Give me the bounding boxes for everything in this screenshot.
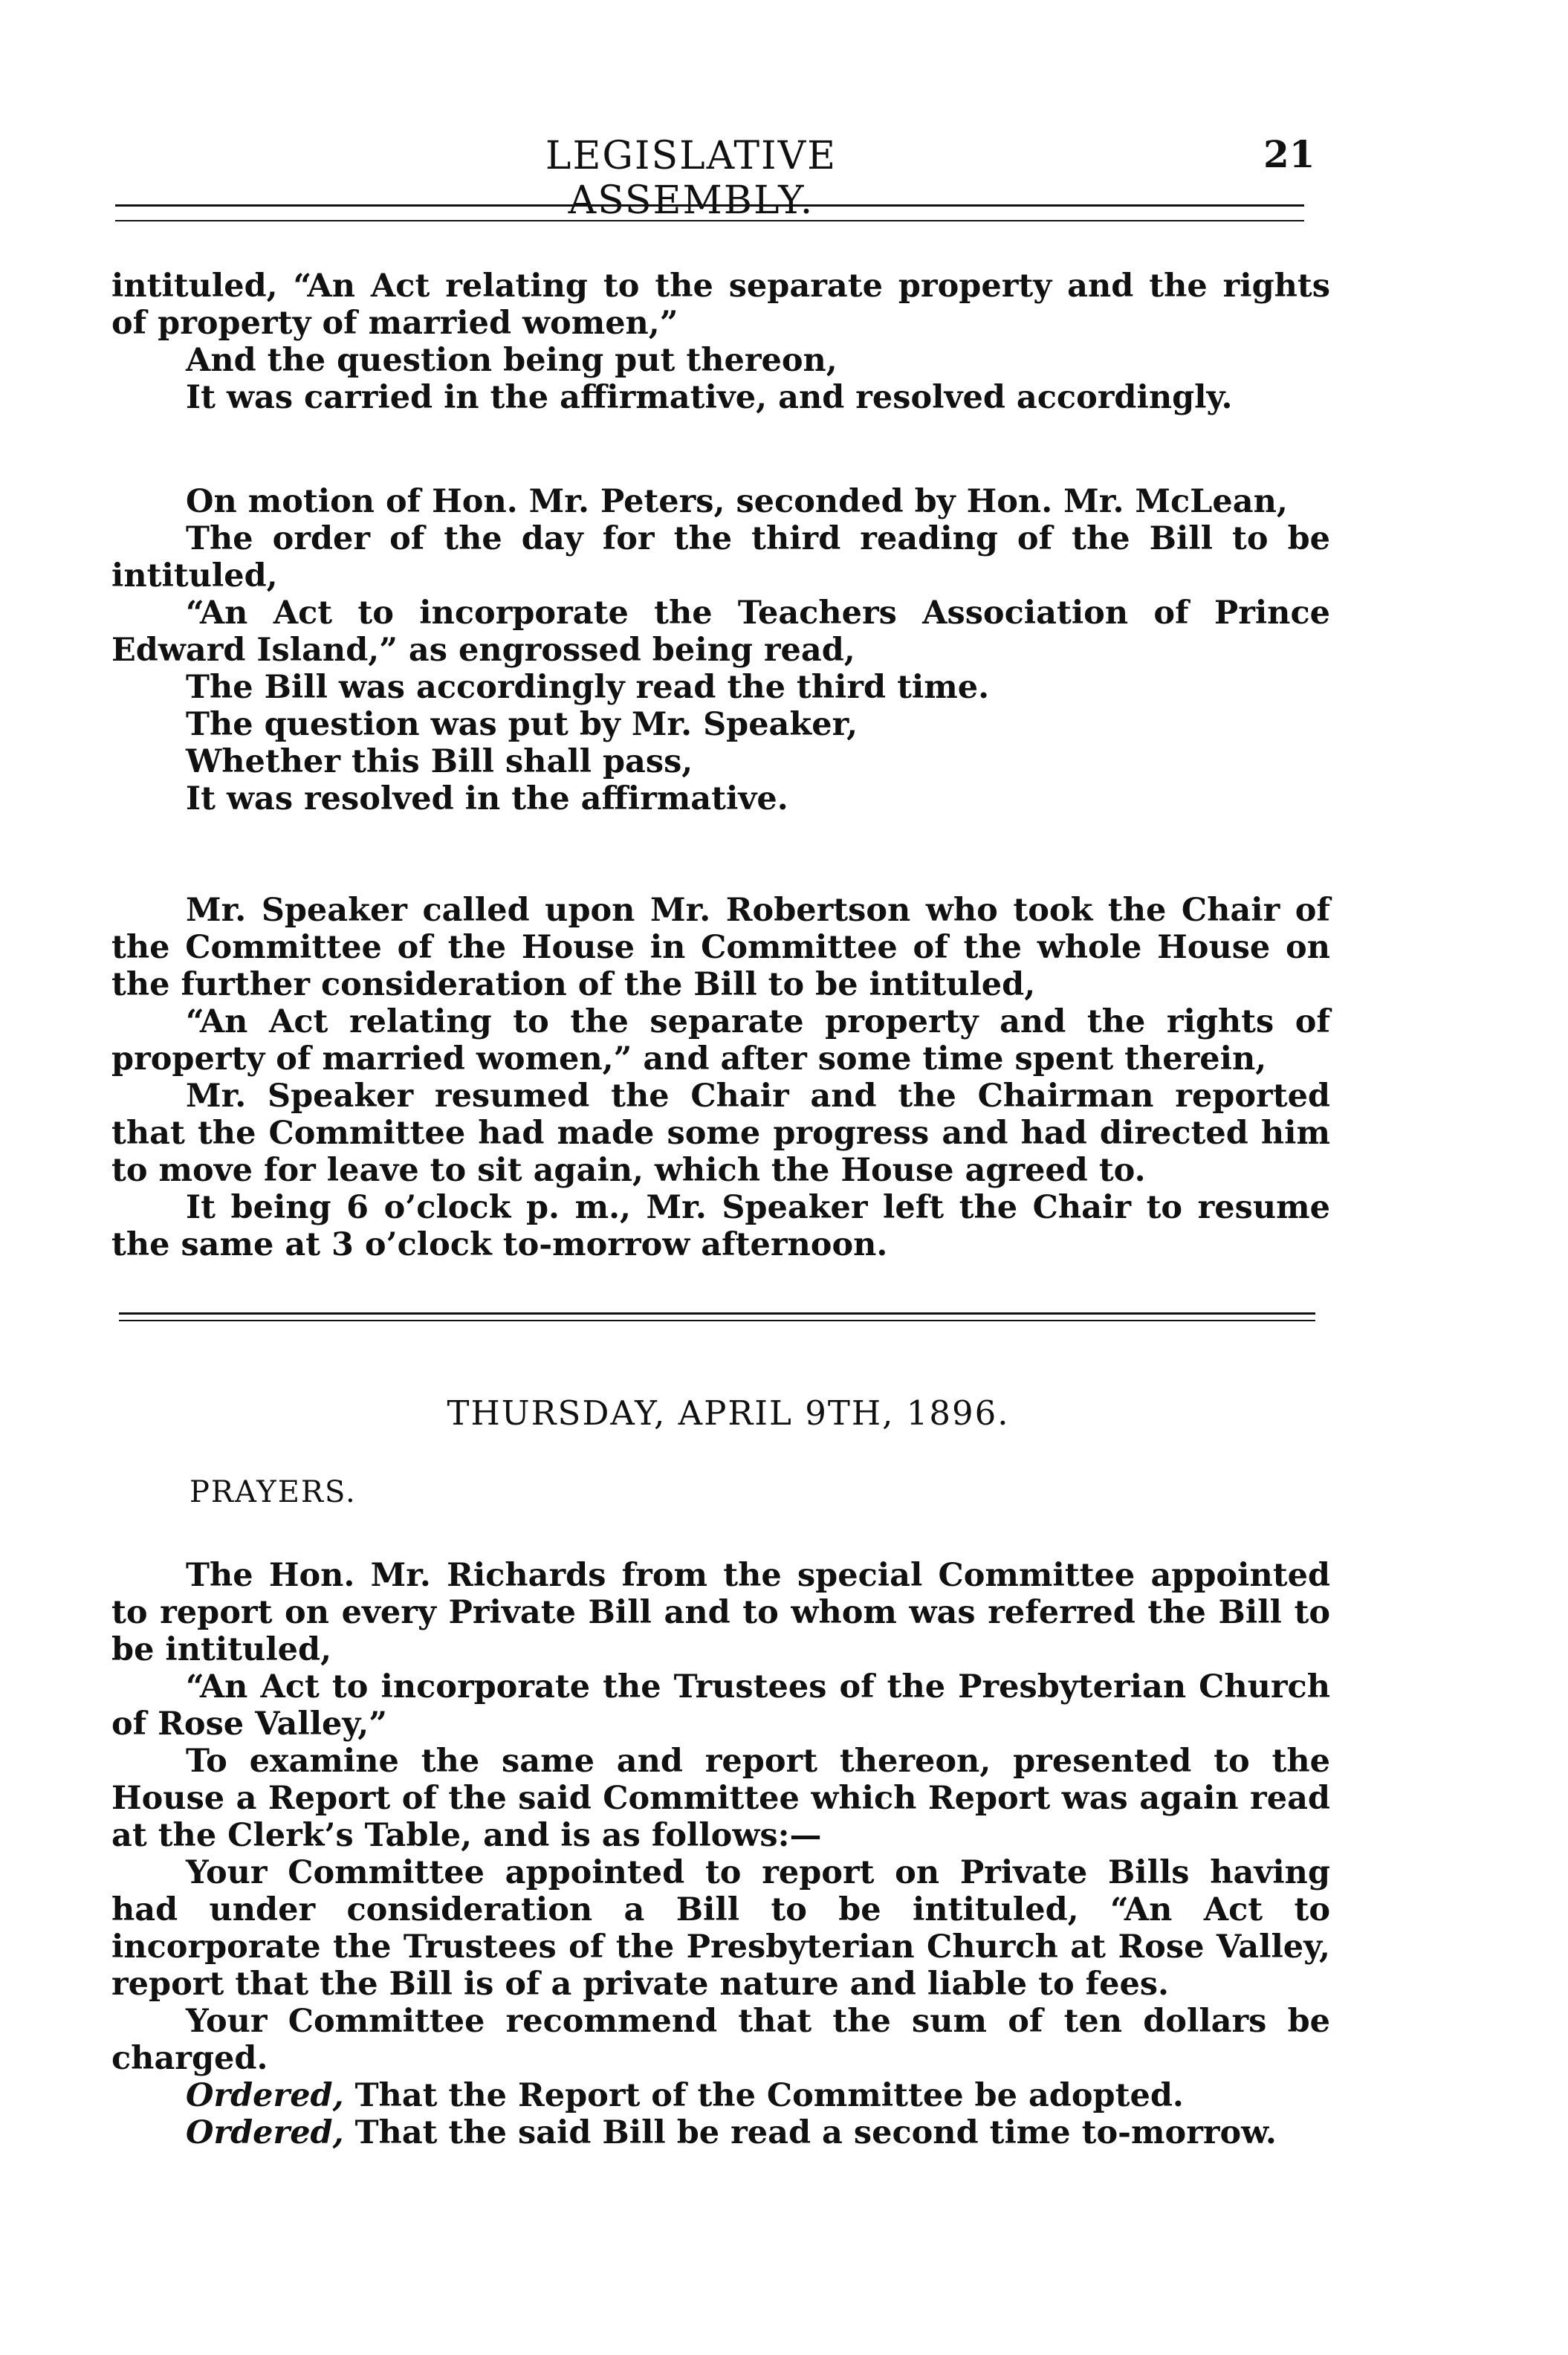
paragraph-group-3 xyxy=(111,892,1330,1263)
paragraph: The question was put by Mr. Speaker, xyxy=(186,706,858,743)
ordered-paragraph xyxy=(111,2077,1330,2114)
ordered-text: That the Report of the Committee be adopted. xyxy=(343,2077,1184,2114)
paragraph: Your Committee appointed to report on Private Bills having had under consideration a Bill to be intituled, “An Act to incorporate the Trustees of the Presbyterian Church at Rose Valley, report that the Bill is of a private nature and liable to fees. xyxy=(111,1854,1330,2003)
paragraph: On motion of Hon. Mr. Peters, seconded by Hon. Mr. McLean, xyxy=(186,483,1288,520)
paragraph: Mr. Speaker resumed the Chair and the Chairman reported that the Committee had made some progress and had directed him to move for leave to sit again, which the House agreed to. xyxy=(111,1078,1330,1189)
paragraph: To examine the same and report thereon, presented to the House a Report of the said Committee which Report was again read at the Clerk’s Table, and is as follows:— xyxy=(111,1743,1330,1854)
running-title: LEGISLATIVE ASSEMBLY. xyxy=(545,134,838,223)
section-divider-thick xyxy=(119,1312,1315,1315)
ordered-text: That the said Bill be read a second time to-morrow. xyxy=(343,2114,1277,2151)
ordered-label: Ordered, xyxy=(186,2114,344,2151)
paragraph: “An Act to incorporate the Teachers Association of Prince Edward Island,” as engrossed being read, xyxy=(111,595,1330,669)
paragraph: “An Act relating to the separate property and the rights of property of married women,” and after some time spent therein, xyxy=(111,1003,1330,1078)
header-rule-thin xyxy=(115,220,1304,221)
paragraph: intituled, “An Act relating to the separate property and the rights of property of married women,” xyxy=(111,268,1330,342)
page-number: 21 xyxy=(1263,132,1315,176)
paragraph: Mr. Speaker called upon Mr. Robertson who took the Chair of the Committee of the House in Committee of the whole House on the further consideration of the Bill to be intituled, xyxy=(111,892,1330,1003)
paragraph: It was resolved in the affirmative. xyxy=(186,780,788,817)
paragraph-group-2 xyxy=(111,483,1330,817)
paragraph: The order of the day for the third reading of the Bill to be intituled, xyxy=(111,520,1330,595)
paragraph: It being 6 o’clock p. m., Mr. Speaker left the Chair to resume the same at 3 o’clock to-morrow afternoon. xyxy=(111,1189,1330,1263)
header-rule-thick xyxy=(115,204,1304,207)
ordered-paragraph xyxy=(111,2114,1330,2151)
paragraph: It was carried in the affirmative, and resolved accordingly. xyxy=(186,379,1233,416)
paragraph: The Bill was accordingly read the third time. xyxy=(186,669,990,706)
paragraph-group-4 xyxy=(111,1557,1330,2151)
paragraph: Whether this Bill shall pass, xyxy=(186,743,693,780)
date-heading: THURSDAY, APRIL 9TH, 1896. xyxy=(447,1393,1010,1433)
ordered-label: Ordered, xyxy=(186,2077,344,2114)
paragraph: “An Act to incorporate the Trustees of the Presbyterian Church of Rose Valley,” xyxy=(111,1668,1330,1743)
paragraph: And the question being put thereon, xyxy=(186,342,838,379)
section-divider-thin xyxy=(119,1320,1315,1321)
paragraph: Your Committee recommend that the sum of ten dollars be charged. xyxy=(111,2003,1330,2077)
paragraph-group-1 xyxy=(111,268,1330,416)
paragraph: The Hon. Mr. Richards from the special Committee appointed to report on every Private Bill and to whom was referred the Bill to be intituled, xyxy=(111,1557,1330,1668)
prayers-heading: PRAYERS. xyxy=(189,1475,357,1509)
